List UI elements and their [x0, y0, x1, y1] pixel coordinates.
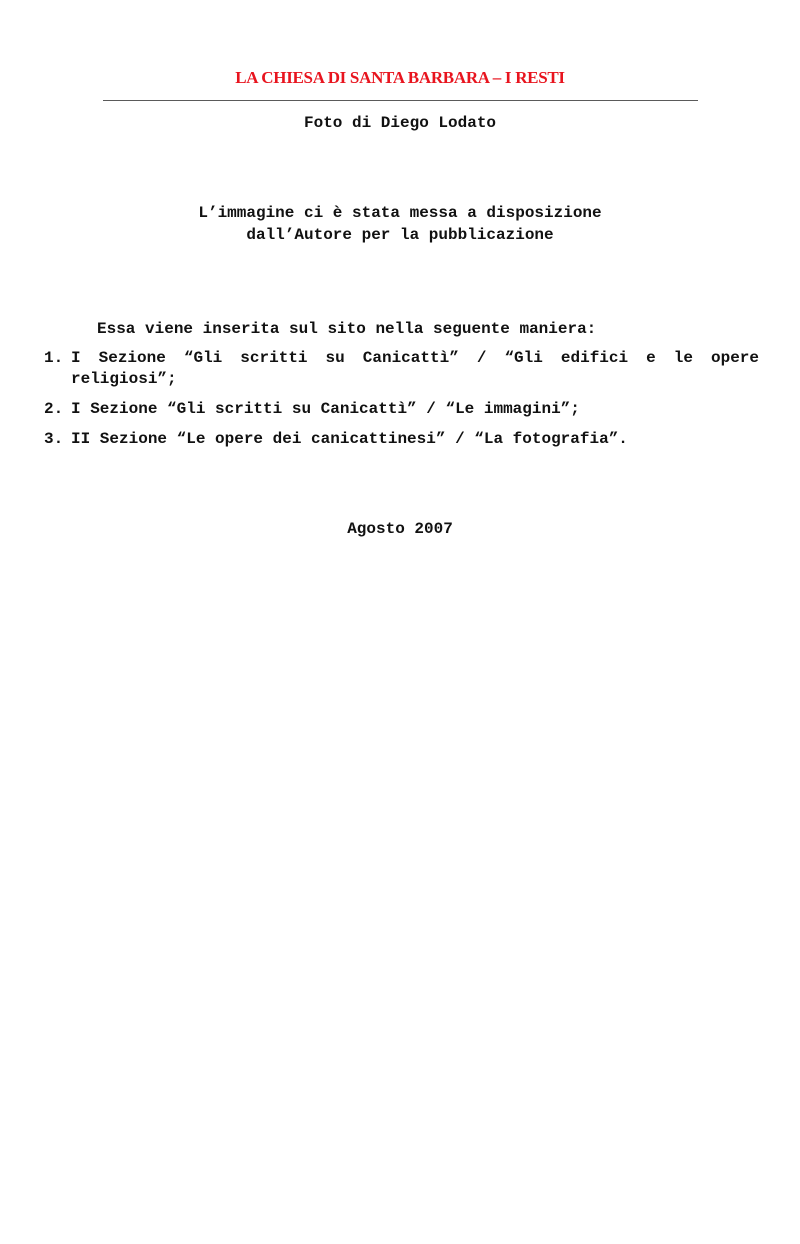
list-item	[44, 429, 759, 450]
placement-list	[44, 348, 759, 459]
list-item-number: 1.	[44, 349, 64, 367]
list-item-text: II Sezione “Le opere dei canicattinesi” / “La fotografia”.	[71, 430, 628, 448]
document-title: LA CHIESA DI SANTA BARBARA – I RESTI	[235, 68, 565, 87]
list-item	[44, 399, 759, 420]
list-item-number: 2.	[44, 400, 64, 418]
document-date: Agosto 2007	[347, 520, 453, 538]
list-item	[44, 348, 759, 390]
permission-note	[0, 202, 800, 246]
title-divider	[103, 100, 698, 101]
list-item-text: I Sezione “Gli scritti su Canicattì” / “Gli edifici e le opere religiosi”;	[71, 349, 759, 388]
permission-note-line-2: dall’Autore per la pubblicazione	[246, 226, 554, 244]
list-item-text: I Sezione “Gli scritti su Canicattì” / “Le immagini”;	[71, 400, 580, 418]
list-item-number: 3.	[44, 430, 64, 448]
placement-intro: Essa viene inserita sul sito nella seguente maniera:	[97, 320, 597, 338]
permission-note-line-1: L’immagine ci è stata messa a disposizione	[198, 204, 602, 222]
photo-credit: Foto di Diego Lodato	[303, 114, 497, 132]
